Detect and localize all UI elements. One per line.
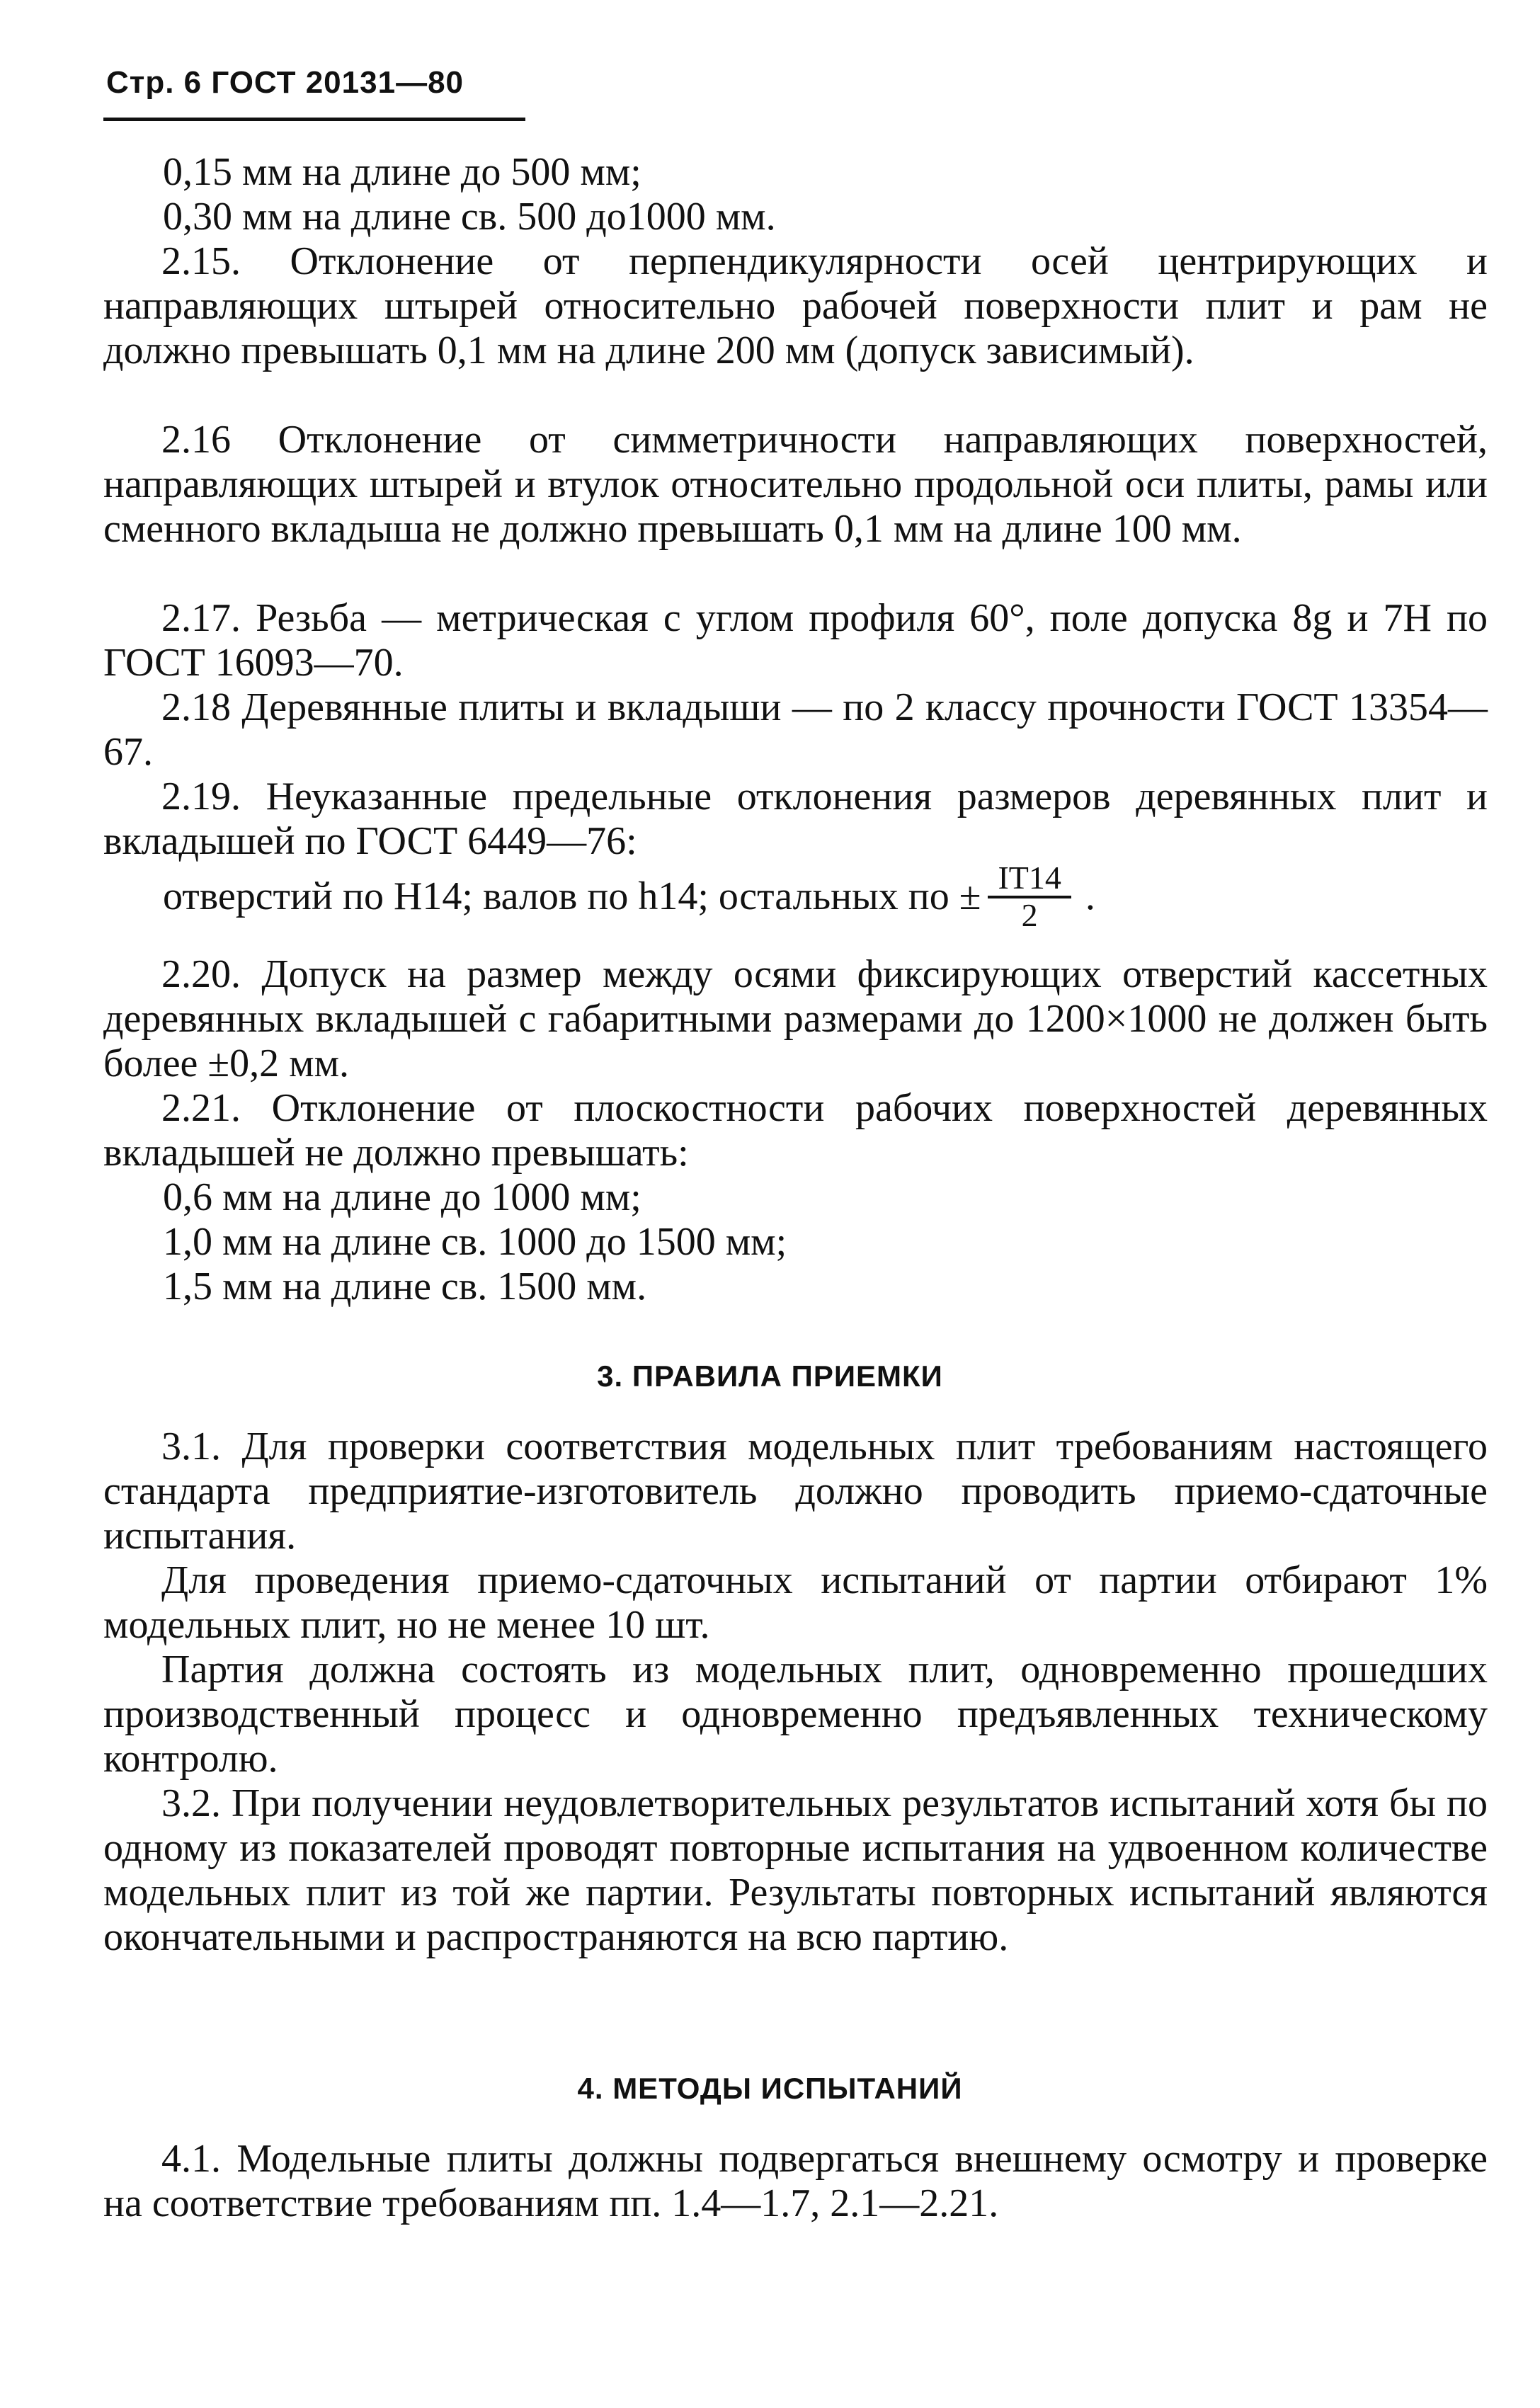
paragraph-2-18: 2.18 Деревянные плиты и вкладыши — по 2 классу прочности ГОСТ 13354—67. bbox=[103, 685, 1488, 774]
paragraph-3-1: 3.1. Для проверки соответствия модельных плит требованиям настоящего стандарта предприятие-изготовитель должно проводить приемо-сдаточные испытания. bbox=[103, 1425, 1488, 1558]
section-3-heading: 3. ПРАВИЛА ПРИЕМКИ bbox=[597, 1359, 943, 1393]
page-header: Стр. 6 ГОСТ 20131—80 bbox=[106, 65, 464, 100]
tolerance-line-2: 0,30 мм на длине св. 500 до1000 мм. bbox=[163, 195, 776, 239]
paragraph-2-16: 2.16 Отклонение от симметричности направляющих поверхностей, направляющих штырей и втулок относительно продольной оси плиты, рамы или сменного вкладыша не должно превышать 0,1 мм на длине 100 мм. bbox=[103, 418, 1488, 551]
flatness-line-2: 1,0 мм на длине св. 1000 до 1500 мм; bbox=[163, 1220, 787, 1264]
formula-tail: . bbox=[1085, 874, 1095, 918]
flatness-line-3: 1,5 мм на длине св. 1500 мм. bbox=[163, 1265, 647, 1308]
paragraph-2-15: 2.15. Отклонение от перпендикулярности осей центрирующих и направляющих штырей относительно рабочей поверхности плит и рам не должно превышать 0,1 мм на длине 200 мм (допуск зависимый). bbox=[103, 239, 1488, 372]
paragraph-3-1-batch: Партия должна состоять из модельных плит, одновременно прошедших производственный процесс и одновременно предъявленных техническому контролю. bbox=[103, 1648, 1488, 1781]
paragraph-4-1: 4.1. Модельные плиты должны подвергаться внешнему осмотру и проверке на соответствие требованиям пп. 1.4—1.7, 2.1—2.21. bbox=[103, 2137, 1488, 2225]
tolerance-formula bbox=[163, 860, 1095, 932]
paragraph-2-21: 2.21. Отклонение от плоскостности рабочих поверхностей деревянных вкладышей не должно превышать: bbox=[103, 1086, 1488, 1175]
paragraph-2-20: 2.20. Допуск на размер между осями фиксирующих отверстий кассетных деревянных вкладышей с габаритными размерами до 1200×1000 не должен быть более ±0,2 мм. bbox=[103, 952, 1488, 1085]
fraction-denominator: 2 bbox=[1021, 897, 1038, 933]
fraction bbox=[988, 860, 1071, 932]
fraction-numerator: IT14 bbox=[988, 860, 1071, 898]
paragraph-3-1-sampling: Для проведения приемо-сдаточных испытаний от партии отбирают 1% модельных плит, но не менее 10 шт. bbox=[103, 1558, 1488, 1647]
paragraph-3-2: 3.2. При получении неудовлетворительных результатов испытаний хотя бы по одному из показателей проводят повторные испытания на удвоенном количестве модельных плит из той же партии. Результаты повторных испытаний являются окончательными и распространяются на всю партию. bbox=[103, 1781, 1488, 1959]
formula-text: отверстий по H14; валов по h14; остальных по ± bbox=[163, 874, 981, 918]
flatness-line-1: 0,6 мм на длине до 1000 мм; bbox=[163, 1175, 641, 1219]
header-rule bbox=[103, 118, 525, 121]
section-4-heading: 4. МЕТОДЫ ИСПЫТАНИЙ bbox=[577, 2072, 963, 2105]
tolerance-line-1: 0,15 мм на длине до 500 мм; bbox=[163, 150, 641, 194]
paragraph-2-17: 2.17. Резьба — метрическая с углом профиля 60°, поле допуска 8g и 7H по ГОСТ 16093—70. bbox=[103, 596, 1488, 685]
paragraph-2-19: 2.19. Неуказанные предельные отклонения размеров деревянных плит и вкладышей по ГОСТ 6449—76: bbox=[103, 775, 1488, 863]
